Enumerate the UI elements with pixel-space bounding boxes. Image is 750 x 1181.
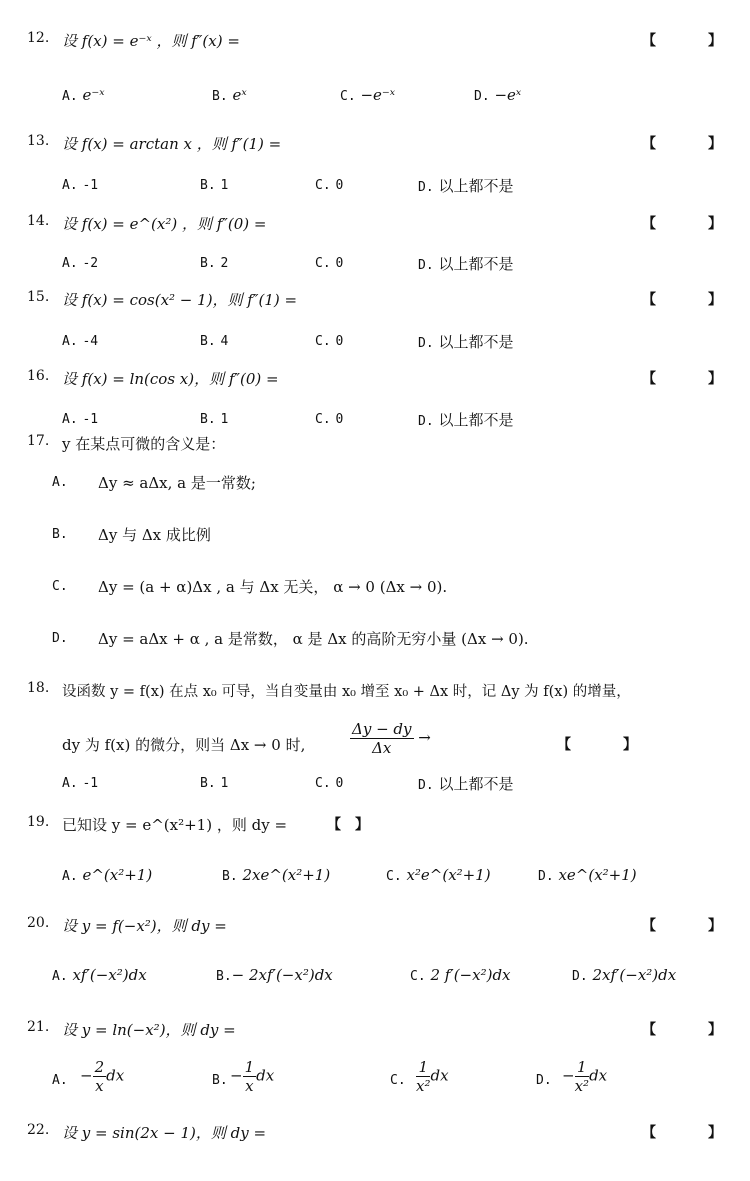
question-stem: 设 y = sin(2x − 1)，则 dy = <box>62 1124 267 1142</box>
answer-bracket-open: 【 <box>642 371 656 387</box>
option-b: B. 2 <box>200 256 229 271</box>
answer-bracket-close: 】 <box>708 1022 722 1038</box>
option-c: C. 0 <box>315 776 344 791</box>
option-b: B. 1 <box>200 776 229 791</box>
question-number: 17. <box>27 433 50 449</box>
question-number: 18. <box>27 680 50 696</box>
option-text: Δy = aΔx + α , a 是常数， α 是 Δx 的高阶无穷小量 (Δx → 0). <box>98 630 529 648</box>
answer-bracket-open: 【 <box>642 33 656 49</box>
option-b: B. 1 <box>200 178 229 193</box>
option-b: B. 4 <box>200 334 229 349</box>
question-number: 22. <box>27 1122 50 1138</box>
option-d: D. 以上都不是 <box>418 333 514 351</box>
option-c: C. x²e^(x²+1) <box>386 866 491 884</box>
question-stem: 设 f(x) = e^(x²) ，则 f″(0) = <box>62 215 267 233</box>
option-b-label: B. <box>212 1073 228 1088</box>
option-c: C. −e⁻ˣ <box>340 86 396 104</box>
option-a: A. -2 <box>62 256 99 271</box>
answer-bracket-close: 】 <box>355 817 369 833</box>
option-a: A. xf′(−x²)dx <box>52 966 147 984</box>
question-number: 15. <box>27 289 50 305</box>
option-c-label: C. <box>390 1073 406 1088</box>
option-d: D. 以上都不是 <box>418 411 514 429</box>
question-stem: 设函数 y = f(x) 在点 x₀ 可导，当自变量由 x₀ 增至 x₀ + Δx 时，记 Δy 为 f(x) 的增量， <box>62 684 631 700</box>
option-b: B. eˣ <box>212 86 247 104</box>
option-a: A. -1 <box>62 412 99 427</box>
option-text: Δy = (a + α)Δx , a 与 Δx 无关， α → 0 (Δx → 0). <box>98 578 448 596</box>
question-stem: 设 f(x) = cos(x² − 1)，则 f″(1) = <box>62 291 298 309</box>
question-number: 20. <box>27 915 50 931</box>
option-a: A. e⁻ˣ <box>62 86 105 104</box>
option-a: − $\frac{2}{x}$ dx <box>80 1058 125 1095</box>
question-number: 13. <box>27 133 50 149</box>
fraction: $\frac{\Delta y - dy}{\Delta x}$ → <box>352 720 431 757</box>
option-d-label: D. <box>536 1073 552 1088</box>
question-number: 16. <box>27 368 50 384</box>
question-number: 19. <box>27 814 50 830</box>
option-b: B. 2xe^(x²+1) <box>222 866 331 884</box>
answer-bracket-close: 】 <box>708 371 722 387</box>
question-stem: 设 f(x) = ln(cos x)，则 f″(0) = <box>62 370 279 388</box>
option-c: C. 0 <box>315 178 344 193</box>
option-a: A. -1 <box>62 776 99 791</box>
option-d: D. −eˣ <box>474 86 522 104</box>
option-text: Δy 与 Δx 成比例 <box>98 526 211 544</box>
option-text: Δy ≈ aΔx, a 是一常数; <box>98 474 256 492</box>
answer-bracket-open: 【 <box>642 292 656 308</box>
answer-bracket-open: 【 <box>642 136 656 152</box>
option-b: − $\frac{1}{x}$ dx <box>230 1058 275 1095</box>
option-d: D. 以上都不是 <box>418 255 514 273</box>
answer-bracket-open: 【 <box>642 918 656 934</box>
question-stem: y 在某点可微的含义是： <box>62 435 226 453</box>
answer-bracket-open: 【 <box>642 216 656 232</box>
option-c: $\frac{1}{\text{x²}}$ dx <box>416 1058 449 1095</box>
answer-bracket-close: 】 <box>708 1125 722 1141</box>
option-a: A. -1 <box>62 178 99 193</box>
question-number: 12. <box>27 30 50 46</box>
answer-bracket-open: 【 <box>642 1125 656 1141</box>
answer-bracket-close: 】 <box>708 136 722 152</box>
option-d: D. 2xf′(−x²)dx <box>572 966 677 984</box>
answer-bracket-close: 】 <box>708 33 722 49</box>
answer-bracket-close: 】 <box>708 216 722 232</box>
option-d: D. 以上都不是 <box>418 177 514 195</box>
option-c: C. 2 f′(−x²)dx <box>410 966 511 984</box>
option-d: D. xe^(x²+1) <box>538 866 637 884</box>
option-a: A. -4 <box>62 334 99 349</box>
answer-bracket-close: 】 <box>623 737 637 753</box>
answer-bracket-open: 【 <box>642 1022 656 1038</box>
question-number: 21. <box>27 1019 50 1035</box>
question-18-line2 <box>0 720 750 770</box>
answer-bracket-close: 】 <box>708 918 722 934</box>
option-a-label: A. <box>52 1073 68 1088</box>
option-b: B. 1 <box>200 412 229 427</box>
options-21 <box>0 1058 750 1104</box>
question-stem: 设 y = ln(−x²)，则 dy = <box>62 1021 236 1039</box>
answer-bracket-open: 【 <box>327 817 341 833</box>
option-a: A. e^(x²+1) <box>62 866 153 884</box>
question-stem: 设 f(x) = e⁻ˣ ，则 f″(x) = <box>62 32 240 50</box>
option-c: C. 0 <box>315 256 344 271</box>
option-d: D. 以上都不是 <box>418 775 514 793</box>
option-d: − $\frac{1}{\text{x²}}$ dx <box>562 1058 608 1095</box>
question-stem: 设 y = f(−x²)，则 dy = <box>62 917 227 935</box>
option-c: C. 0 <box>315 334 344 349</box>
option-b: B.− 2xf′(−x²)dx <box>216 966 333 984</box>
option-c: C. 0 <box>315 412 344 427</box>
question-stem: 已知设 y = e^(x²+1) ，则 dy = <box>62 816 288 834</box>
answer-bracket-open: 【 <box>557 737 571 753</box>
question-stem-2: dy 为 f(x) 的微分，则当 Δx → 0 时, <box>62 736 306 754</box>
question-number: 14. <box>27 213 50 229</box>
question-stem: 设 f(x) = arctan x ，则 f″(1) = <box>62 135 282 153</box>
answer-bracket-close: 】 <box>708 292 722 308</box>
